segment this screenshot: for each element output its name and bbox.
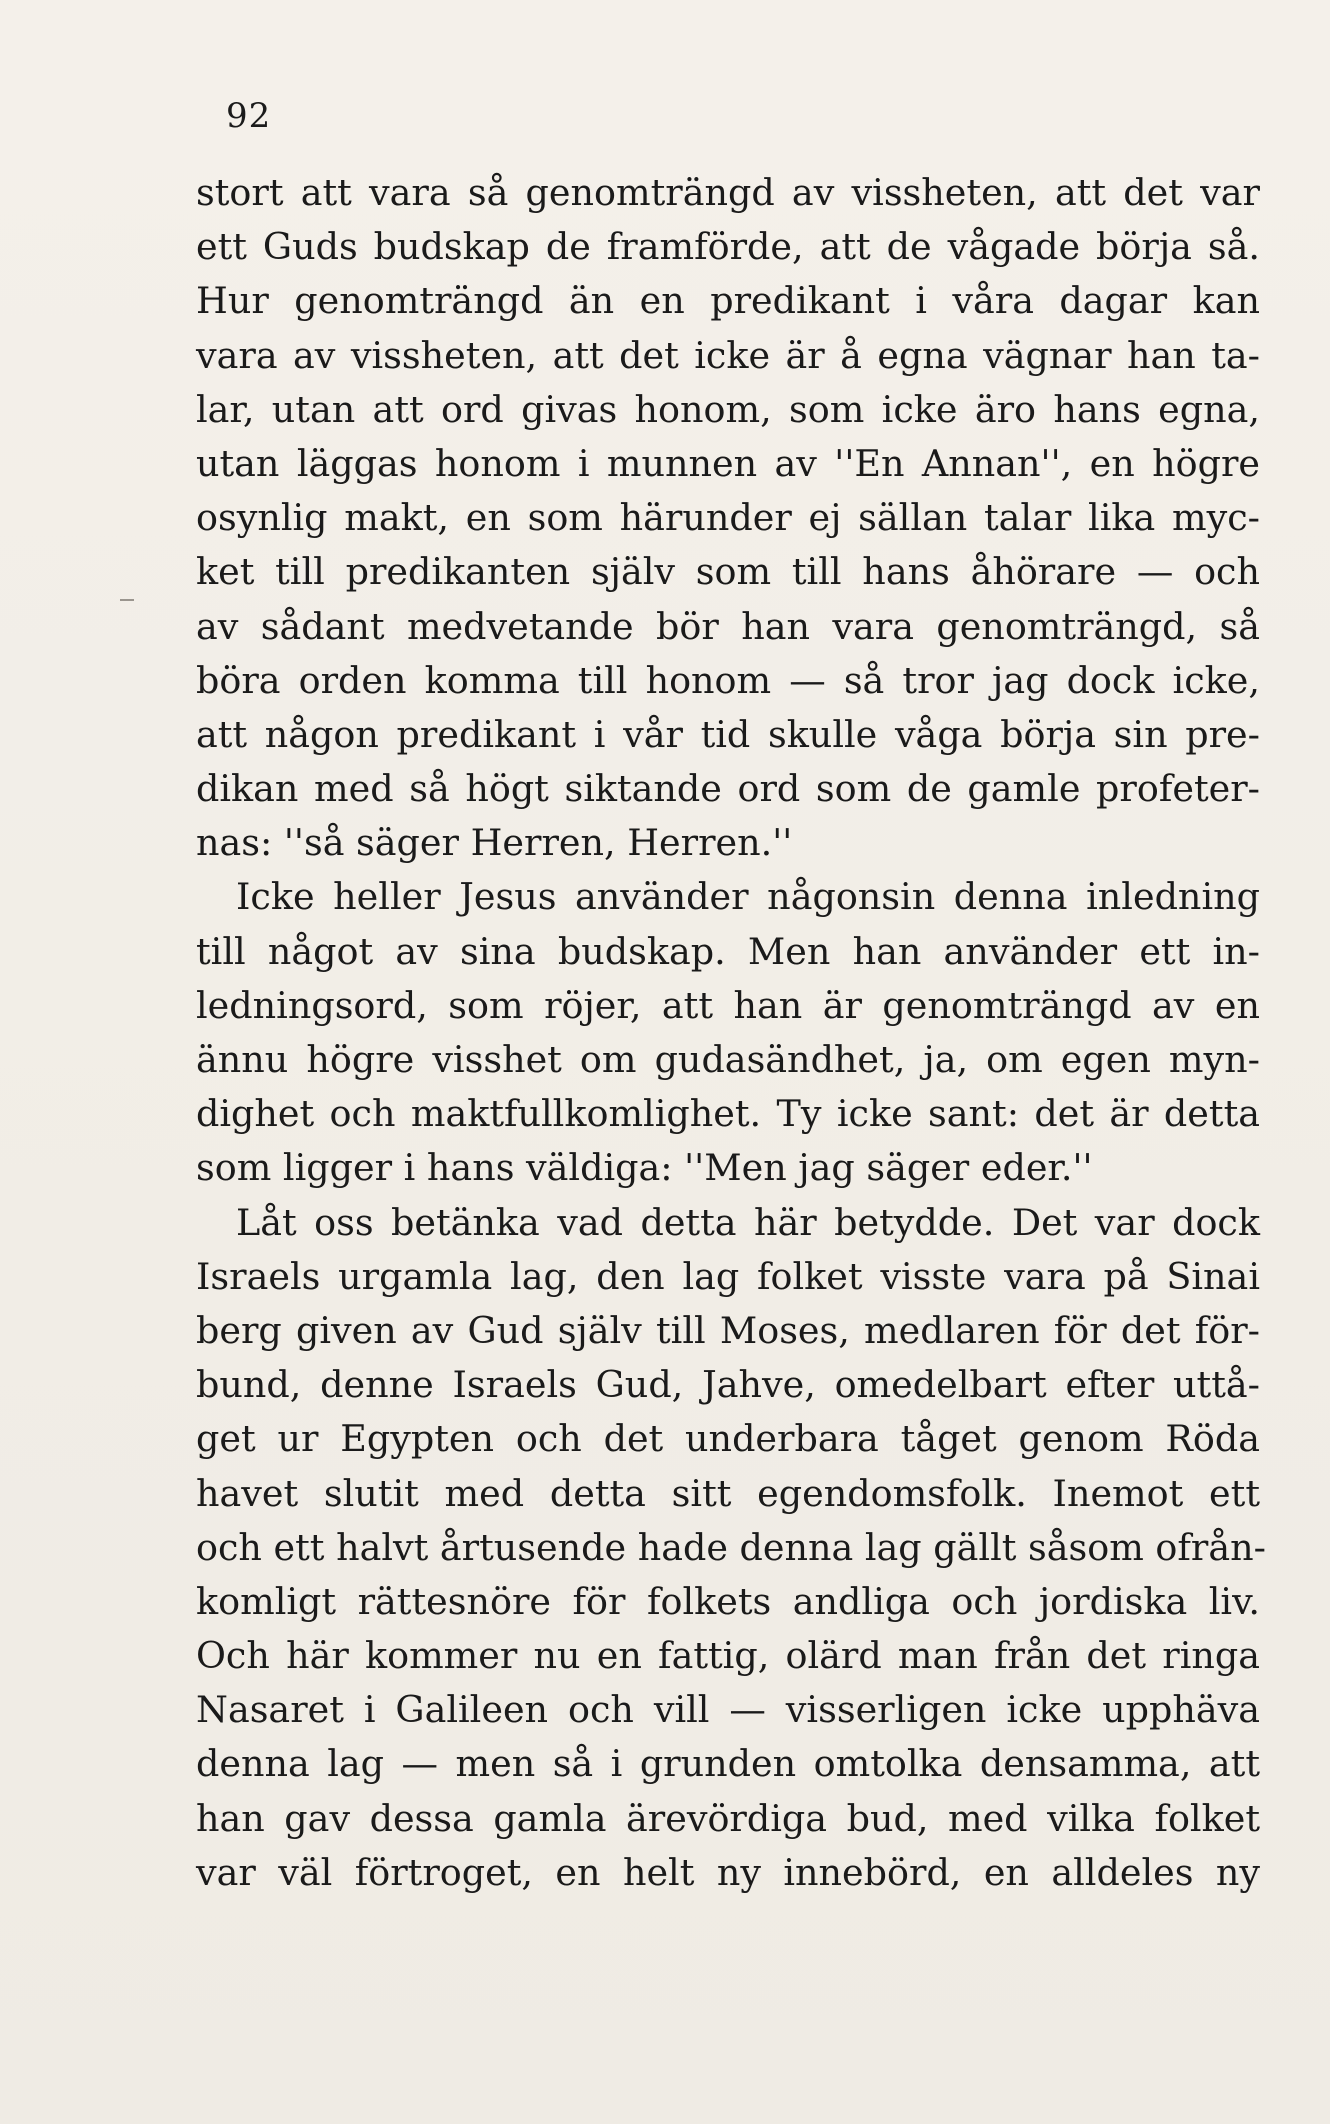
text-line: denna lag — men så i grunden omtolka densamma, att xyxy=(196,1742,1260,1786)
text-line: nas: ''så säger Herren, Herren.'' xyxy=(196,821,793,865)
text-line: ket till predikanten själv som till hans åhörare — och xyxy=(196,550,1260,594)
text-line: böra orden komma till honom — så tror jag dock icke, xyxy=(196,658,1260,702)
text-line: osynlig makt, en som härunder ej sällan talar lika myc- xyxy=(196,496,1260,540)
text-line: Låt oss betänka vad detta här betydde. Det var dock xyxy=(236,1200,1260,1244)
text-line: Nasaret i Galileen och vill — visserligen icke upphäva xyxy=(196,1688,1260,1732)
text-line: Och här kommer nu en fattig, olärd man från det ringa xyxy=(196,1634,1260,1678)
text-line: lar, utan att ord givas honom, som icke äro hans egna, xyxy=(196,387,1260,431)
body-text xyxy=(196,166,1266,1900)
text-line: att någon predikant i vår tid skulle våga börja sin pre- xyxy=(196,712,1260,756)
text-line: havet slutit med detta sitt egendomsfolk. Inemot ett xyxy=(196,1471,1260,1515)
text-line: vara av vissheten, att det icke är å egna vägnar han ta- xyxy=(196,333,1260,377)
text-line: dikan med så högt siktande ord som de gamle profeter- xyxy=(196,767,1260,811)
text-line: Hur genomträngd än en predikant i våra dagar kan xyxy=(196,279,1260,323)
text-line: dighet och maktfullkomlighet. Ty icke sant: det är detta xyxy=(196,1092,1260,1136)
page-number: 92 xyxy=(226,96,272,136)
text-line: utan läggas honom i munnen av ''En Annan'', en högre xyxy=(196,441,1260,485)
text-line: Israels urgamla lag, den lag folket visste vara på Sinai xyxy=(196,1254,1260,1298)
text-line: av sådant medvetande bör han vara genomträngd, så xyxy=(196,604,1260,648)
text-line: var väl förtroget, en helt ny innebörd, en alldeles ny xyxy=(196,1850,1260,1894)
text-line: ledningsord, som röjer, att han är genomträngd av en xyxy=(196,983,1260,1027)
text-line: get ur Egypten och det underbara tåget genom Röda xyxy=(196,1417,1260,1461)
text-line: berg given av Gud själv till Moses, medlaren för det för- xyxy=(196,1308,1260,1352)
text-line: Icke heller Jesus använder någonsin denna inledning xyxy=(236,875,1260,919)
text-line: han gav dessa gamla ärevördiga bud, med vilka folket xyxy=(196,1796,1260,1840)
text-line: stort att vara så genomträngd av vissheten, att det var xyxy=(196,171,1260,214)
text-line: till något av sina budskap. Men han använder ett in- xyxy=(196,929,1260,973)
text-line: ett Guds budskap de framförde, att de vågade börja så. xyxy=(196,225,1260,269)
text-line: bund, denne Israels Gud, Jahve, omedelbart efter uttå- xyxy=(196,1363,1260,1407)
text-line: som ligger i hans väldiga: ''Men jag säger eder.'' xyxy=(196,1146,1093,1190)
text-line: komligt rättesnöre för folkets andliga och jordiska liv. xyxy=(196,1579,1260,1623)
margin-mark xyxy=(120,599,134,601)
text-line: och ett halvt årtusende hade denna lag gällt såsom ofrån- xyxy=(196,1525,1266,1569)
text-line: ännu högre visshet om gudasändhet, ja, om egen myn- xyxy=(196,1038,1260,1081)
